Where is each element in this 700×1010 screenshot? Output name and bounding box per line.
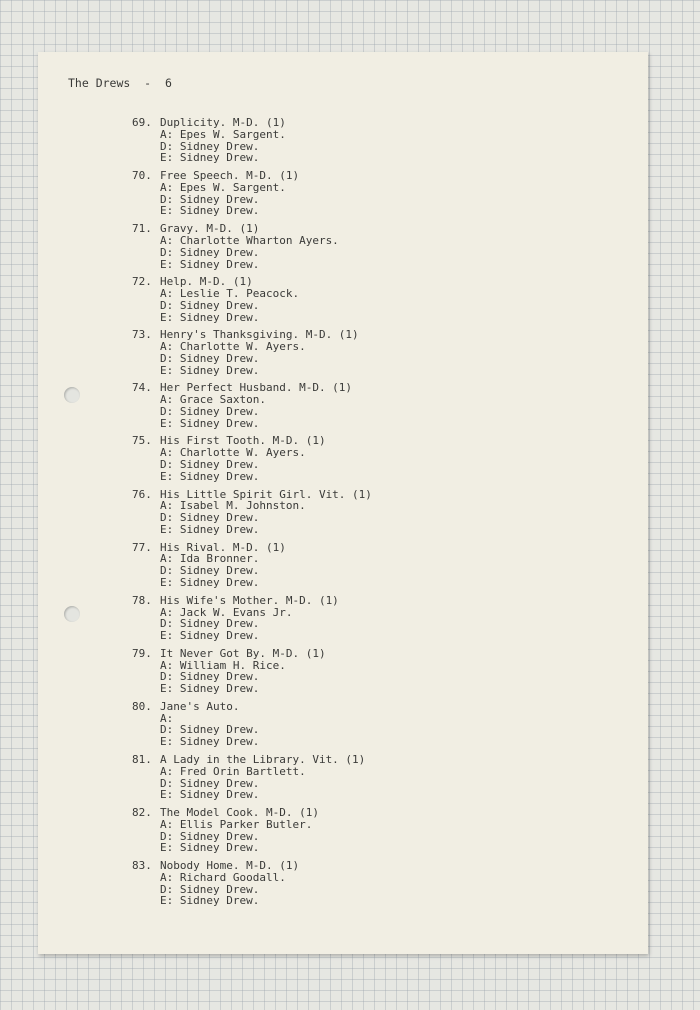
entry-author: A: <box>160 711 174 725</box>
entry-author: A: Grace Saxton. <box>160 393 266 407</box>
entry-number: 72. <box>132 275 152 289</box>
list-item <box>132 329 552 376</box>
entry-title: Henry's Thanksgiving. M-D. (1) <box>160 328 359 342</box>
entry-author: A: Isabel M. Johnston. <box>160 499 306 513</box>
list-item <box>132 489 552 536</box>
entry-author: A: Epes W. Sargent. <box>160 127 286 141</box>
list-item <box>132 595 552 642</box>
entry-number: 78. <box>132 593 152 607</box>
entry-editor: E: Sidney Drew. <box>160 469 260 483</box>
entry-number: 79. <box>132 646 152 660</box>
entry-editor: E: Sidney Drew. <box>160 682 260 696</box>
header-dash: - <box>144 76 152 90</box>
entry-author: A: Fred Orin Bartlett. <box>160 764 306 778</box>
entry-director: D: Sidney Drew. <box>160 829 260 843</box>
entry-editor: E: Sidney Drew. <box>160 735 260 749</box>
entry-director: D: Sidney Drew. <box>160 351 260 365</box>
entry-title: His First Tooth. M-D. (1) <box>160 434 326 448</box>
entry-director: D: Sidney Drew. <box>160 511 260 525</box>
entry-number: 75. <box>132 434 152 448</box>
entry-editor: E: Sidney Drew. <box>160 151 260 165</box>
entry-editor: E: Sidney Drew. <box>160 363 260 377</box>
page-number: 6 <box>164 76 172 90</box>
list-item <box>132 276 552 323</box>
entry-title: It Never Got By. M-D. (1) <box>160 646 326 660</box>
entry-editor: E: Sidney Drew. <box>160 841 260 855</box>
entry-editor: E: Sidney Drew. <box>160 894 260 908</box>
entry-director: D: Sidney Drew. <box>160 882 260 896</box>
entry-author: A: Ida Bronner. <box>160 552 260 566</box>
entry-author: A: Charlotte W. Ayers. <box>160 446 306 460</box>
list-item <box>132 648 552 695</box>
entry-title: Duplicity. M-D. (1) <box>160 116 286 129</box>
entry-author: A: Epes W. Sargent. <box>160 180 286 194</box>
list-item <box>132 382 552 429</box>
list-item <box>132 807 552 854</box>
entry-author: A: Charlotte Wharton Ayers. <box>160 233 339 247</box>
entry-director: D: Sidney Drew. <box>160 776 260 790</box>
list-item <box>132 435 552 482</box>
entry-director: D: Sidney Drew. <box>160 245 260 259</box>
entry-number: 81. <box>132 752 152 766</box>
entry-director: D: Sidney Drew. <box>160 458 260 472</box>
entry-editor: E: Sidney Drew. <box>160 257 260 271</box>
entry-director: D: Sidney Drew. <box>160 564 260 578</box>
entry-editor: E: Sidney Drew. <box>160 629 260 643</box>
entry-title: Gravy. M-D. (1) <box>160 222 260 236</box>
entry-title: Her Perfect Husband. M-D. (1) <box>160 381 353 395</box>
entry-number: 83. <box>132 859 152 873</box>
entry-number: 76. <box>132 487 152 501</box>
page-header <box>68 76 172 90</box>
entry-title: Free Speech. M-D. (1) <box>160 169 300 183</box>
entry-title: A Lady in the Library. Vit. (1) <box>160 752 366 766</box>
punch-hole <box>64 606 80 622</box>
entry-title: Nobody Home. M-D. (1) <box>160 859 300 873</box>
entry-author: A: Ellis Parker Butler. <box>160 817 313 831</box>
entry-title: Help. M-D. (1) <box>160 275 253 289</box>
entry-director: D: Sidney Drew. <box>160 404 260 418</box>
entry-editor: E: Sidney Drew. <box>160 576 260 590</box>
entry-director: D: Sidney Drew. <box>160 139 260 153</box>
entry-director: D: Sidney Drew. <box>160 723 260 737</box>
entry-editor: E: Sidney Drew. <box>160 522 260 536</box>
entry-author: A: Jack W. Evans Jr. <box>160 605 293 619</box>
entry-number: 82. <box>132 806 152 820</box>
entry-title: The Model Cook. M-D. (1) <box>160 806 319 820</box>
film-list <box>132 117 552 913</box>
entry-director: D: Sidney Drew. <box>160 298 260 312</box>
entry-director: D: Sidney Drew. <box>160 192 260 206</box>
entry-title: His Wife's Mother. M-D. (1) <box>160 593 339 607</box>
entry-author: A: Richard Goodall. <box>160 870 286 884</box>
entry-editor: E: Sidney Drew. <box>160 788 260 802</box>
entry-author: A: Leslie T. Peacock. <box>160 287 300 301</box>
entry-title: His Rival. M-D. (1) <box>160 540 286 554</box>
list-item <box>132 542 552 589</box>
entry-editor: E: Sidney Drew. <box>160 310 260 324</box>
entry-title: Jane's Auto. <box>160 699 240 713</box>
list-item <box>132 860 552 907</box>
list-item <box>132 701 552 748</box>
entry-number: 69. <box>132 116 152 129</box>
entry-director: D: Sidney Drew. <box>160 617 260 631</box>
entry-author: A: William H. Rice. <box>160 658 286 672</box>
entry-number: 80. <box>132 699 152 713</box>
entry-number: 71. <box>132 222 152 236</box>
list-item <box>132 223 552 270</box>
entry-editor: E: Sidney Drew. <box>160 416 260 430</box>
entry-number: 70. <box>132 169 152 183</box>
list-item <box>132 754 552 801</box>
list-item <box>132 117 552 164</box>
entry-number: 77. <box>132 540 152 554</box>
punch-hole <box>64 387 80 403</box>
document-page <box>38 52 648 954</box>
entry-number: 73. <box>132 328 152 342</box>
entry-title: His Little Spirit Girl. Vit. (1) <box>160 487 372 501</box>
entry-author: A: Charlotte W. Ayers. <box>160 340 306 354</box>
header-title: The Drews <box>68 76 131 90</box>
entry-director: D: Sidney Drew. <box>160 670 260 684</box>
list-item <box>132 170 552 217</box>
entry-number: 74. <box>132 381 152 395</box>
entry-editor: E: Sidney Drew. <box>160 204 260 218</box>
